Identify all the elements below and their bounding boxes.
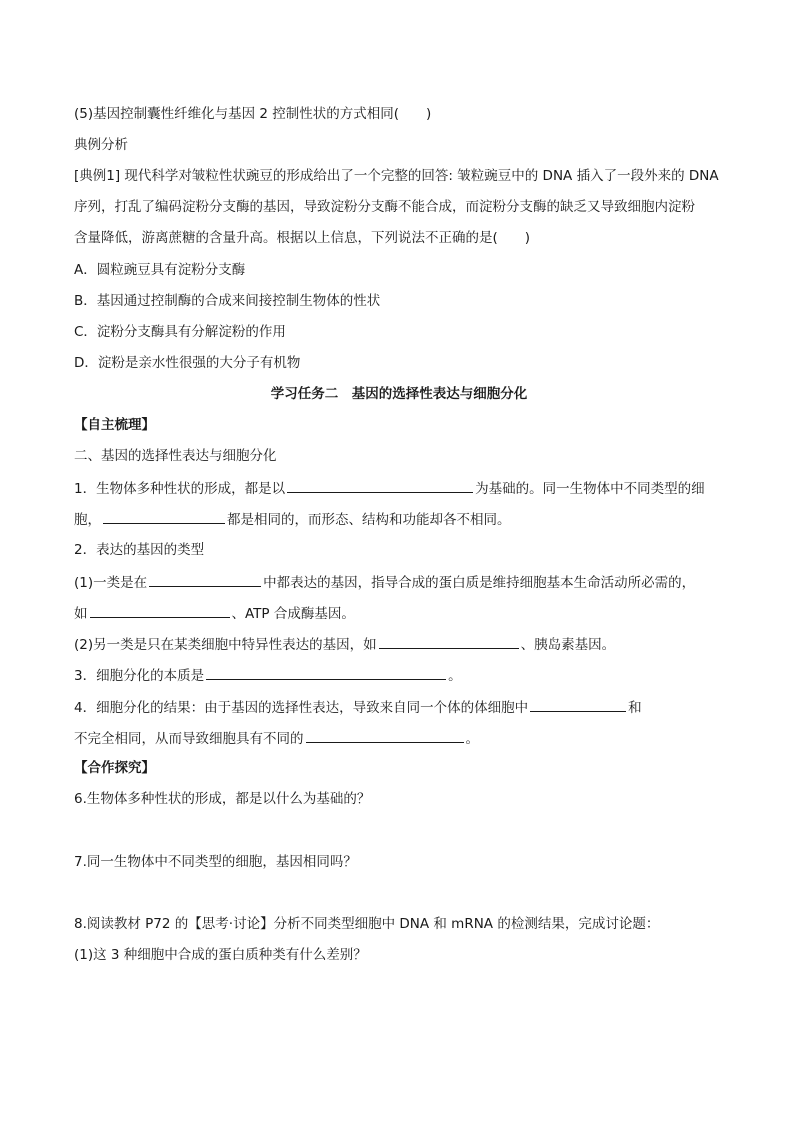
fill-item-1-line-2: 胞， 都是相同的，而形态、结构和功能却各不相同。 [74, 508, 724, 530]
question-8: 8.阅读教材 P72 的【思考·讨论】分析不同类型细胞中 DNA 和 mRNA 的检测结果，完成讨论题： [74, 916, 660, 932]
fill-item-1-line-1: 1．生物体多种性状的形成，都是以 为基础的。同一生物体中不同类型的细 [74, 477, 724, 499]
question-8-1: (1)这 3 种细胞中合成的蛋白质种类有什么差别？ [74, 947, 367, 963]
answer-blank[interactable] [90, 602, 230, 618]
fill-item-4-line-1: 4．细胞分化的结果：由于基因的选择性表达，导致来自同一个体的体细胞中 和 [74, 696, 724, 718]
example-1-line-3: 含量降低，游离蔗糖的含量升高。根据以上信息，下列说法不正确的是( ) [74, 230, 531, 246]
fill-item-2-2: (2)另一类是只在某类细胞中特异性表达的基因，如 、胰岛素基因。 [74, 633, 724, 655]
subsection-heading: 二、基因的选择性表达与细胞分化 [74, 448, 277, 464]
option-b: B．基因通过控制酶的合成来间接控制生物体的性状 [74, 293, 381, 309]
answer-blank[interactable] [149, 571, 261, 587]
answer-blank[interactable] [287, 477, 473, 493]
fill-item-4-line-2: 不完全相同，从而导致细胞具有不同的 。 [74, 727, 724, 749]
cooperation-heading: 【合作探究】 [74, 760, 155, 776]
example-analysis-heading: 典例分析 [74, 137, 128, 153]
example-1-line-1: [典例1] 现代科学对皱粒性状豌豆的形成给出了一个完整的回答: 皱粒豌豆中的 DNA 插入了一段外来的 DNA [74, 168, 719, 184]
option-d: D．淀粉是亲水性很强的大分子有机物 [74, 355, 301, 371]
option-a: A．圆粒豌豆具有淀粉分支酶 [74, 262, 246, 278]
answer-blank[interactable] [379, 633, 519, 649]
section-title: 学习任务二 基因的选择性表达与细胞分化 [270, 386, 528, 402]
answer-blank[interactable] [530, 696, 626, 712]
fill-item-3: 3．细胞分化的本质是 。 [74, 664, 724, 686]
option-c: C．淀粉分支酶具有分解淀粉的作用 [74, 324, 286, 340]
self-review-heading: 【自主梳理】 [74, 417, 155, 433]
judgment-item-5: (5)基因控制囊性纤维化与基因 2 控制性状的方式相同( ) [74, 106, 432, 122]
question-7: 7.同一生物体中不同类型的细胞，基因相同吗？ [74, 854, 357, 870]
question-6: 6.生物体多种性状的形成，都是以什么为基础的？ [74, 791, 371, 807]
answer-blank[interactable] [103, 508, 225, 524]
fill-item-2-1-line-2: 如 、ATP 合成酶基因。 [74, 602, 724, 624]
answer-blank[interactable] [206, 664, 446, 680]
fill-item-2-1-line-1: (1)一类是在 中都表达的基因，指导合成的蛋白质是维持细胞基本生命活动所必需的， [74, 571, 724, 593]
answer-blank[interactable] [306, 727, 464, 743]
fill-item-2-heading: 2．表达的基因的类型 [74, 542, 205, 558]
example-1-line-2: 序列，打乱了编码淀粉分支酶的基因，导致淀粉分支酶不能合成，而淀粉分支酶的缺乏又导致细胞内淀粉 [74, 199, 695, 215]
